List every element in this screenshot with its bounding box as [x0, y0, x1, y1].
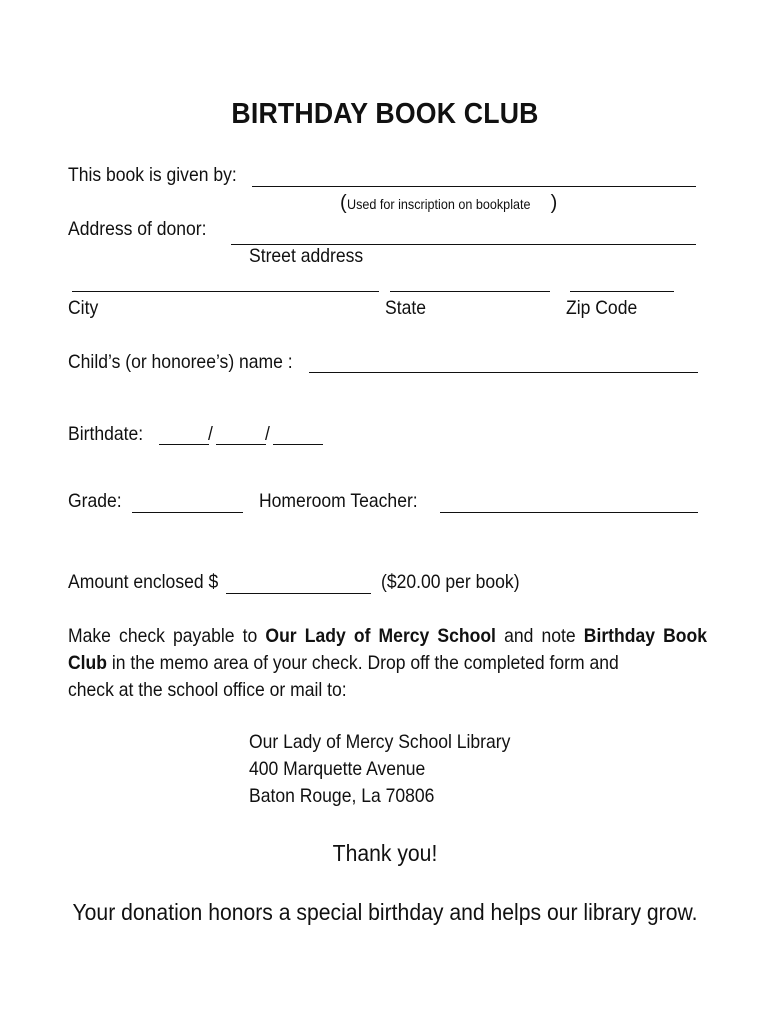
zip-code-caption: Zip Code: [566, 297, 638, 319]
child-name-label: Child’s (or honoree’s) name :: [68, 351, 293, 373]
birthdate-separator: /: [208, 423, 213, 445]
homeroom-teacher-field[interactable]: [440, 512, 698, 513]
grade-label: Grade:: [68, 490, 122, 512]
state-field[interactable]: [390, 291, 550, 292]
bookplate-note: (Used for inscription on bookplate ): [340, 192, 558, 214]
instructions-paragraph: Make check payable to Our Lady of Mercy School and note Birthday Book Club in the memo area of your check. Drop off the completed form and check at the school office or mail to:: [68, 625, 707, 701]
street-address-caption: Street address: [249, 245, 364, 267]
address-label: Address of donor:: [68, 218, 207, 240]
homeroom-teacher-label: Homeroom Teacher:: [259, 490, 418, 512]
city-caption: City: [68, 297, 99, 319]
birth-day-field[interactable]: [216, 444, 266, 445]
city-field[interactable]: [72, 291, 379, 292]
birth-year-field[interactable]: [273, 444, 323, 445]
state-caption: State: [385, 297, 426, 319]
form-title: BIRTHDAY BOOK CLUB: [231, 98, 539, 130]
birthdate-separator: /: [265, 423, 270, 445]
birthdate-label: Birthdate:: [68, 423, 144, 445]
zip-code-field[interactable]: [570, 291, 674, 292]
amount-label: Amount enclosed $: [68, 571, 219, 593]
thank-you-text: Thank you!: [332, 840, 438, 866]
given-by-field[interactable]: [252, 186, 696, 187]
club-name: Birthday Book Club: [68, 625, 707, 674]
given-by-label: This book is given by:: [68, 164, 237, 186]
amount-field[interactable]: [226, 593, 371, 594]
mail-address-line3: Baton Rouge, La 70806: [249, 785, 435, 807]
birth-month-field[interactable]: [159, 444, 209, 445]
closing-message: Your donation honors a special birthday and helps our library grow.: [72, 899, 698, 925]
school-name: Our Lady of Mercy School: [265, 625, 496, 647]
mail-address-line2: 400 Marquette Avenue: [249, 758, 426, 780]
grade-field[interactable]: [132, 512, 243, 513]
price-note: ($20.00 per book): [381, 571, 520, 593]
child-name-field[interactable]: [309, 372, 698, 373]
mail-address-line1: Our Lady of Mercy School Library: [249, 731, 511, 753]
